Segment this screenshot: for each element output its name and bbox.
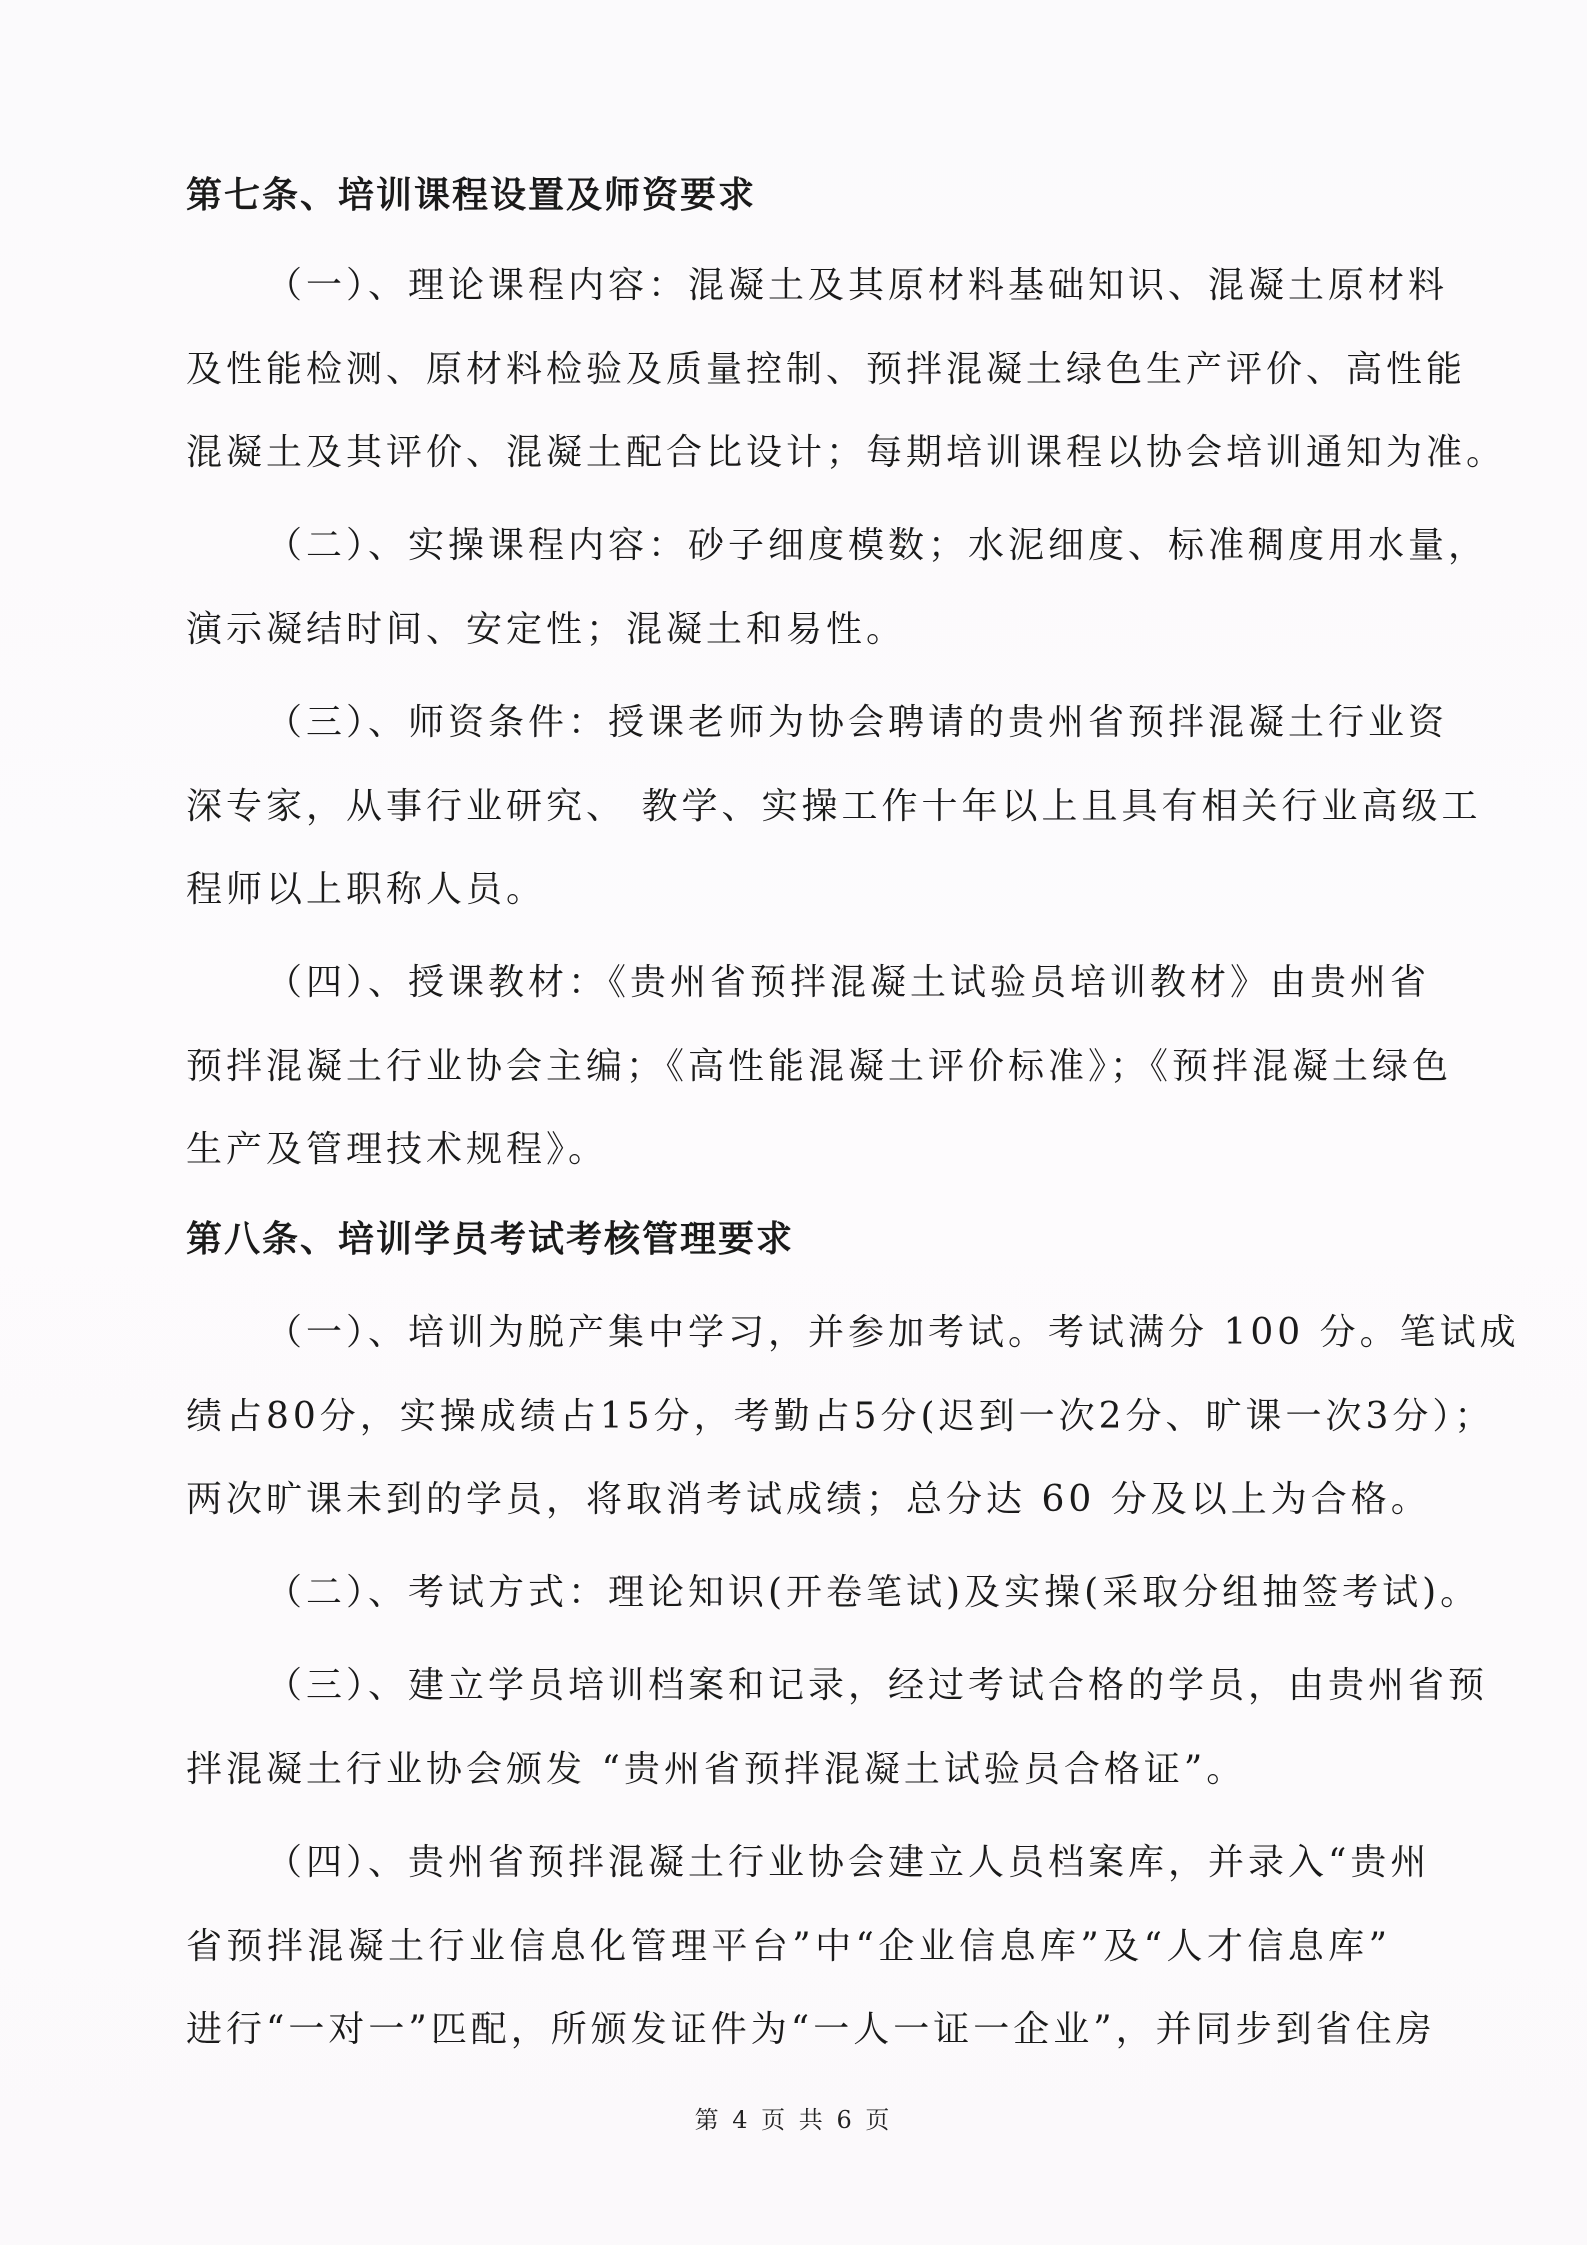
paragraph-line: （三）、建立学员培训档案和记录，经过考试合格的学员，由贵州省预	[266, 1665, 1489, 1706]
paragraph-line: 演示凝结时间、安定性；混凝土和易性。	[186, 609, 907, 650]
paragraph-line: 深专家，从事行业研究、 教学、实操工作十年以上且具有相关行业高级工	[186, 786, 1482, 827]
paragraph-line: （四）、授课教材：《贵州省预拌混凝土试验员培训教材》由贵州省	[266, 962, 1431, 1003]
paragraph-line: 生产及管理技术规程》。	[186, 1129, 609, 1170]
paragraph-line: （一）、理论课程内容：混凝土及其原材料基础知识、混凝土原材料	[266, 265, 1449, 306]
paragraph-line: 预拌混凝土行业协会主编；《高性能混凝土评价标准》；《预拌混凝土绿色	[186, 1046, 1453, 1087]
paragraph-line: （三）、师资条件：授课老师为协会聘请的贵州省预拌混凝土行业资	[266, 702, 1449, 743]
paragraph-line: （四）、贵州省预拌混凝土行业协会建立人员档案库，并录入“贵州	[266, 1842, 1431, 1883]
paragraph-line: 绩占80分，实操成绩占15分，考勤占5分(迟到一次2分、旷课一次3分）；	[186, 1396, 1495, 1437]
paragraph-line: 程师以上职称人员。	[186, 869, 547, 910]
paragraph-line: 及性能检测、原材料检验及质量控制、预拌混凝土绿色生产评价、高性能	[186, 349, 1467, 390]
article-8-heading: 第八条、培训学员考试考核管理要求	[186, 1219, 795, 1260]
paragraph-line: 两次旷课未到的学员，将取消考试成绩；总分达 60 分及以上为合格。	[186, 1479, 1431, 1520]
page-number-footer: 第 4 页 共 6 页	[694, 2106, 893, 2134]
paragraph-line: 省预拌混凝土行业信息化管理平台”中“企业信息库”及“人才信息库”	[186, 1926, 1391, 1967]
paragraph-line: 进行“一对一”匹配，所颁发证件为“一人一证一企业”，并同步到省住房	[186, 2009, 1436, 2050]
article-7-heading: 第七条、培训课程设置及师资要求	[186, 175, 757, 216]
paragraph-line: （二）、考试方式：理论知识(开卷笔试)及实操(采取分组抽签考试)。	[266, 1572, 1481, 1613]
paragraph-line: （二）、实操课程内容：砂子细度模数；水泥细度、标准稠度用水量，	[266, 525, 1489, 566]
paragraph-line: 混凝土及其评价、混凝土配合比设计；每期培训课程以协会培训通知为准。	[186, 432, 1507, 473]
paragraph-line: （一）、培训为脱产集中学习，并参加考试。考试满分 100 分。笔试成	[266, 1312, 1520, 1353]
paragraph-line: 拌混凝土行业协会颁发 “贵州省预拌混凝土试验员合格证”。	[186, 1749, 1247, 1790]
